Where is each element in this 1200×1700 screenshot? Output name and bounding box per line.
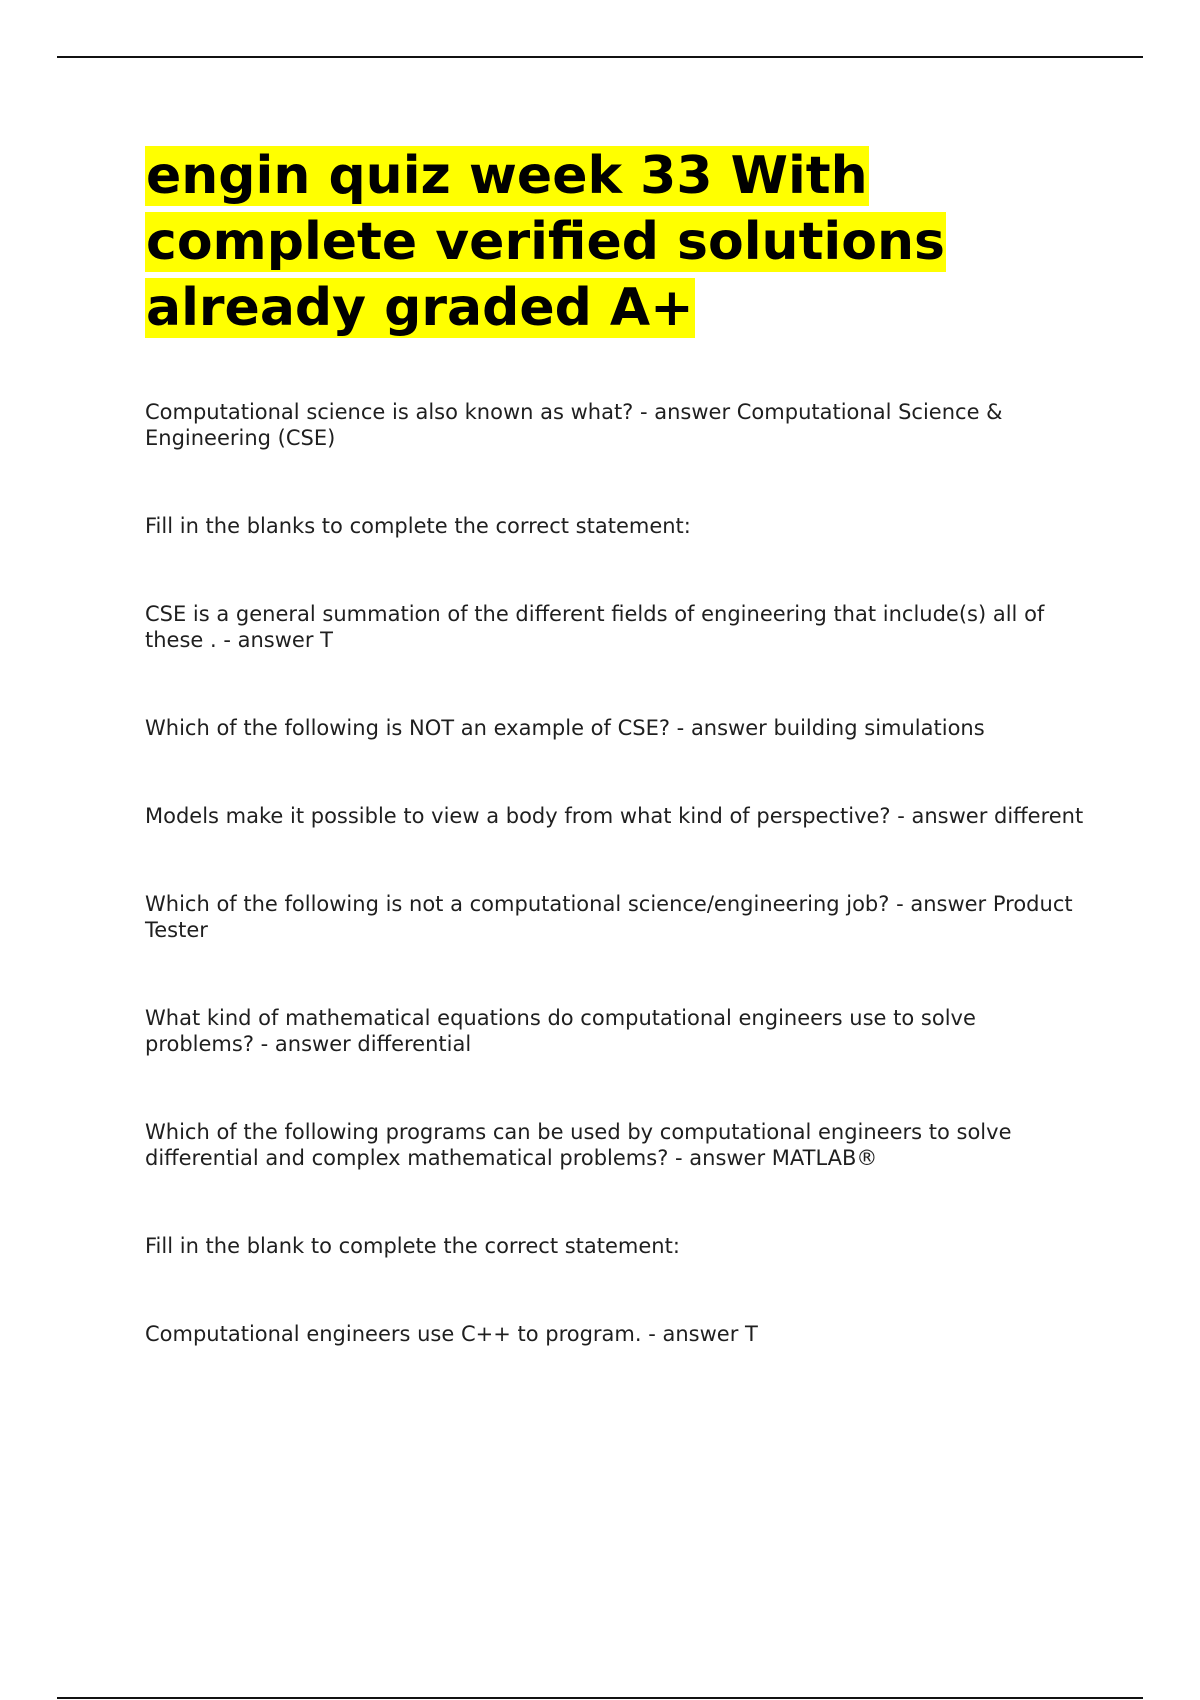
qa-entry: Computational science is also known as what? - answer Computational Science & Engineering (CSE) [145,400,1010,450]
top-rule [57,56,1143,58]
qa-entry: Which of the following is not a computational science/engineering job? - answer Product Tester [145,892,1080,942]
document-title [145,143,1085,341]
document-body [145,143,1085,1409]
qa-entry: Computational engineers use C++ to program. - answer T [145,1322,758,1346]
title-highlight: engin quiz week 33 With complete verified solutions already graded A+ [146,146,945,338]
qa-entry: Models make it possible to view a body from what kind of perspective? - answer different [145,804,1084,828]
qa-entry: Which of the following is NOT an example of CSE? - answer building simulations [145,716,985,740]
qa-entry: What kind of mathematical equations do computational engineers use to solve problems? - answer differential [145,1006,983,1056]
qa-entry: Fill in the blanks to complete the correct statement: [145,514,691,538]
bottom-rule [57,1697,1143,1699]
qa-list [145,399,1085,1347]
qa-entry: Which of the following programs can be used by computational engineers to solve differential and complex mathematical problems? - answer MATLAB® [145,1120,1019,1170]
qa-entry: Fill in the blank to complete the correct statement: [145,1234,680,1258]
qa-entry: CSE is a general summation of the different fields of engineering that include(s) all of these . - answer T [145,602,1051,652]
